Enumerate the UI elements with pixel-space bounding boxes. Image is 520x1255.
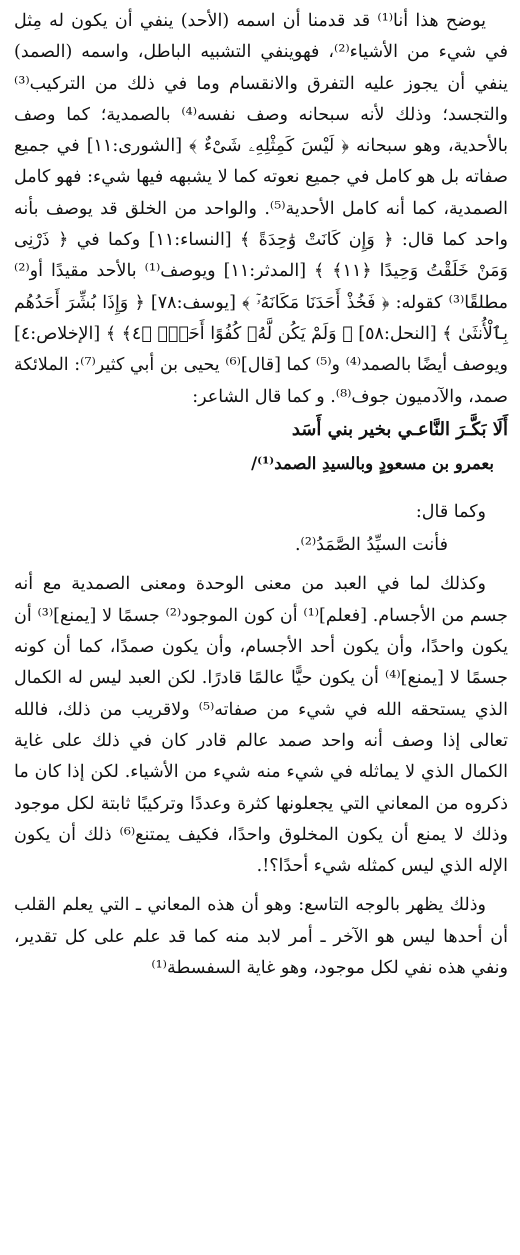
paragraph-ahad-samad: يوضح هذا أنا⁽¹⁾ قد قدمنا أن اسمه (الأحد) ينفي أن يكون له مِثل في شيء من الأشياء⁽²⁾، فهوينفي التشبيه الباطل، واسمه (الصمد) ينفي أن يجوز عليه التفرق والانقسام وما في ذلك من التركيب⁽³⁾ والتجسد؛ وذلك لأنه سبحانه وصف نفسه⁽⁴⁾ بالصمدية؛ كما وصف بالأحدية، وهو سبحانه ﴿ لَيْسَ كَمِثْلِهِۦ شَىْءٌ ﴾ [الشورى:١١] في جميع صفاته بل هو كامل في جميع نعوته كما لا يشبهه فيها شيء: فهو كامل الصمدية، كما أنه كامل الأحدية⁽⁵⁾. والواحد من الخلق قد يوصف بأنه واحد كما قال: ﴿ وَإِن كَانَتْ وَٰحِدَةً ﴾ [النساء:١١] وكما في ﴿ ذَرْنِى وَمَنْ خَلَقْتُ وَحِيدًا ﴿١١﴾ ﴾ [المدثر:١١] ويوصف⁽¹⁾ بالأحد مقيدًا أو⁽²⁾ مطلقًا⁽³⁾ كقوله: ﴿ فَخُذْ أَحَدَنَا مَكَانَهُۥٓ ﴾ [يوسف:٧٨] ﴿ وَإِذَا بُشِّرَ أَحَدُهُم بِٱلْأُنثَىٰ ﴾ [النحل:٥٨] ﴿ وَلَمْ يَكُن لَّهُۥ كُفُوًا أَحَدٌۢ ﴿٤﴾ ﴾ [الإخلاص:٤] ويوصف أيضًا بالصمد⁽⁴⁾ و⁽⁵⁾ كما [قال]⁽⁶⁾ يحيى بن أبي كثير⁽⁷⁾: الملائكة صمد، والآدميون جوف⁽⁸⁾. و كما قال الشاعر:	[14, 11, 509, 407]
poem-line-1: أَلَا بَكَّـرَ النَّاعـي بخير بني أَسَد	[291, 418, 508, 440]
paragraph-servant-unity: وكذلك لما في العبد من معنى الوحدة ومعنى الصمدية مع أنه جسم من الأجسام. [فعلم]⁽¹⁾ أن كون الموجود⁽²⁾ جسمًا لا [يمنع]⁽³⁾ أن يكون واحدًا، وأن يكون أحد الأجسام، وأن يكون صمدًا، كما أن كونه جسمًا لا [يمنع]⁽⁴⁾ أن يكون حيًّا عالمًا قادرًا. لكن العبد ليس له الكمال الذي يستحقه الله في شيء من صفاته⁽⁵⁾ ولاقريب من ذلك، فالله تعالى إذا وصف أنه واحد صمد عالم قادر كان في ذلك على غاية الكمال الذي لا يماثله في شيء منه شيء من الأشياء. لكن إذا كان ما ذكروه من المعاني التي يجعلونها كثرة وعددًا وتركيبًا ثابتة لكل موجود وذلك لا يمنع أن يكون المخلوق واحدًا، فكيف يمتنع⁽⁶⁾ ذلك أن يكون الإله الذي ليس كمثله شيء أحدًا؟!.	[14, 574, 509, 877]
verse-quote: فأنت السيِّدُ الصَّمَدُ⁽²⁾.	[294, 535, 448, 556]
paragraph-ninth-aspect: وذلك يظهر بالوجه التاسع: وهو أن هذه المعاني ـ التي يعلم القلب أن أحدها ليس هو الآخر ـ أمر لابد منه كما قد علم على كل تقدير، ونفي هذه نفي لكل موجود، وهو غاية السفسطة⁽¹⁾	[14, 895, 508, 979]
also-said-line: وكما قال:	[415, 501, 486, 522]
poem-line-2: بعمرو بن مسعودٍ وبالسيدِ الصمد⁽¹⁾/	[251, 453, 494, 473]
